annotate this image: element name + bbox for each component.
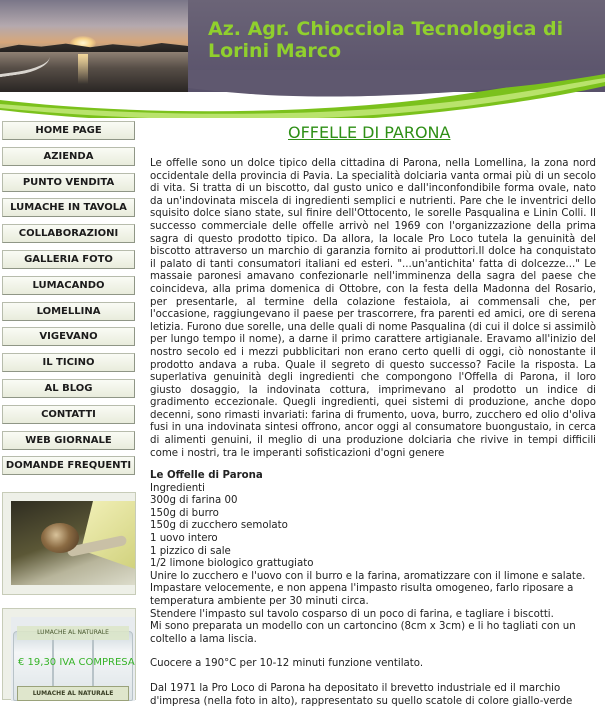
- nav-collaborazioni[interactable]: COLLABORAZIONI: [2, 224, 135, 243]
- nav-azienda[interactable]: AZIENDA: [2, 147, 135, 166]
- recipe-line: 1 pizzico di sale: [150, 546, 596, 559]
- recipe-footer-text: Dal 1971 la Pro Loco di Parona ha depositato il brevetto industriale ed il marchio: [150, 683, 596, 696]
- nav-home-page[interactable]: HOME PAGE: [2, 121, 135, 140]
- nav-il-ticino[interactable]: IL TICINO: [2, 353, 135, 372]
- recipe-line: Ingredienti: [150, 483, 596, 496]
- product-jar-label: LUMACHE AL NATURALE: [17, 686, 129, 701]
- nav-domande-frequenti[interactable]: DOMANDE FREQUENTI: [2, 456, 135, 475]
- recipe-line: Stendere l'impasto sul tavolo cosparso di un poco di farina, e tagliare i biscotti.: [150, 609, 596, 622]
- recipe-line: Unire lo zucchero e l'uovo con il burro e la farina, aromatizzare con il limone e salate.: [150, 571, 596, 584]
- nav-al-blog[interactable]: AL BLOG: [2, 379, 135, 398]
- nav-lumacando[interactable]: LUMACANDO: [2, 276, 135, 295]
- nav-lumache-in-tavola[interactable]: LUMACHE IN TAVOLA: [2, 198, 135, 217]
- recipe-line: 150g di zucchero semolato: [150, 520, 596, 533]
- recipe-title: Le Offelle di Parona: [150, 470, 596, 483]
- site-title: Az. Agr. Chiocciola Tecnologica di Lorini Marco: [208, 18, 598, 62]
- sidebar-menu: [2, 121, 136, 482]
- header-green-swoosh: [0, 70, 605, 118]
- recipe-line: 150g di burro: [150, 508, 596, 521]
- recipe-footer-text-2: d'impresa (nella foto in alto), rappresentato su quello scatole di colore giallo-verde: [150, 696, 596, 708]
- recipe-line: temperatura ambiente per 30 minuti circa.: [150, 596, 596, 609]
- recipe-section: [150, 470, 596, 708]
- recipe-line: 300g di farina 00: [150, 495, 596, 508]
- recipe-lines: [150, 483, 596, 647]
- article-body: Le offelle sono un dolce tipico della cittadina di Parona, nella Lomellina, la zona nord occidentale della provincia di Pavia. La specialità dolciaria vanta ormai più di un secolo di vita. Si tratta di un biscotto, dal gusto unico e dall'inconfondibile forma ovale, nato da un'indovinata miscela di ingredienti semplici e nutrienti. Pare che le inventrici dello squisito dolce siano state, sul finire dell'Ottocento, le sorelle Pasqualina e Linin Colli. Il successo commerciale delle offelle arrivò nel 1969 con l'organizzazione della prima sagra di questo prodotto tipico. Da allora, la locale Pro Loco tutela la genuinità del biscotto attraverso un marchio di garanzia fornito ai produttori.Il dolce ha conquistato il palato di tanti consumatori italiani ed esteri. "...un'antichita' fatta di dolcezze..." Le massaie paronesi amavano confezionarle nell'imminenza della sagra del paese che coincideva, alla prima domenica di Ottobre, con la festa della Madonna del Rosario, per presentarle, al termine della colazione festaiola, ai commensali che, per l'occasione, raggiungevano il paese per trascorrere, fra parenti ed amici, ore di serena letizia. Furono due sorelle, una delle quali di nome Pasqualina (di cui il dolce si assimilò per lungo tempo il nome), a darne il primo carattere artigianale. Eravamo all'inizio del nostro secolo ed i mezzi pubblicitari non erano certo quelli di oggi, ciò nonostante il prodotto andava a ruba. Quale il segreto di questo successo? Facile la risposta. La superlativa genuinità degli ingredienti che compongono l'Offella di Parona, il loro giusto dosaggio, la indovinata cottura, imprimevano al prodotto un indice di gradimento eccezionale. Quegli ingredienti, quei sistemi di produzione, anche dopo decenni, sono rimasti invariati: farina di frumento, uova, burro, zucchero ed olio d'oliva fusi in una indovinata sintesi offrono, ancor oggi al consumatore buongustaio, in cerca di alimenti genuini, il meglio di una produzione dolciaria che rivive in tempi difficili come i nostri, tra le imperanti sofisticazioni d'ogni genere: [150, 158, 596, 460]
- nav-web-giornale[interactable]: WEB GIORNALE: [2, 431, 135, 450]
- product-price: € 19,30 IVA COMPRESA: [18, 657, 135, 668]
- recipe-line: 1/2 limone biologico grattugiato: [150, 558, 596, 571]
- nav-lomellina[interactable]: LOMELLINA: [2, 302, 135, 321]
- nav-galleria-foto[interactable]: GALLERIA FOTO: [2, 250, 135, 269]
- recipe-cooking: Cuocere a 190°C per 10-12 minuti funzione ventilato.: [150, 658, 596, 671]
- page-title: OFFELLE DI PARONA: [288, 123, 450, 142]
- nav-contatti[interactable]: CONTATTI: [2, 405, 135, 424]
- recipe-line: coltello a lama liscia.: [150, 634, 596, 647]
- recipe-line: Impastare velocemente, e non appena l'impasto risulta omogeneo, farlo riposare a: [150, 583, 596, 596]
- site-header: [0, 0, 605, 118]
- nav-vigevano[interactable]: VIGEVANO: [2, 327, 135, 346]
- product-jar-label-top: LUMACHE AL NATURALE: [17, 626, 129, 640]
- recipe-line: 1 uovo intero: [150, 533, 596, 546]
- snail-photo-box[interactable]: [2, 492, 136, 595]
- recipe-line: Mi sono preparata un modello con un cartoncino (8cm x 3cm) e li ho tagliati con un: [150, 621, 596, 634]
- snail-photo[interactable]: [11, 501, 135, 585]
- product-promo-box[interactable]: [2, 608, 136, 700]
- nav-punto-vendita[interactable]: PUNTO VENDITA: [2, 173, 135, 192]
